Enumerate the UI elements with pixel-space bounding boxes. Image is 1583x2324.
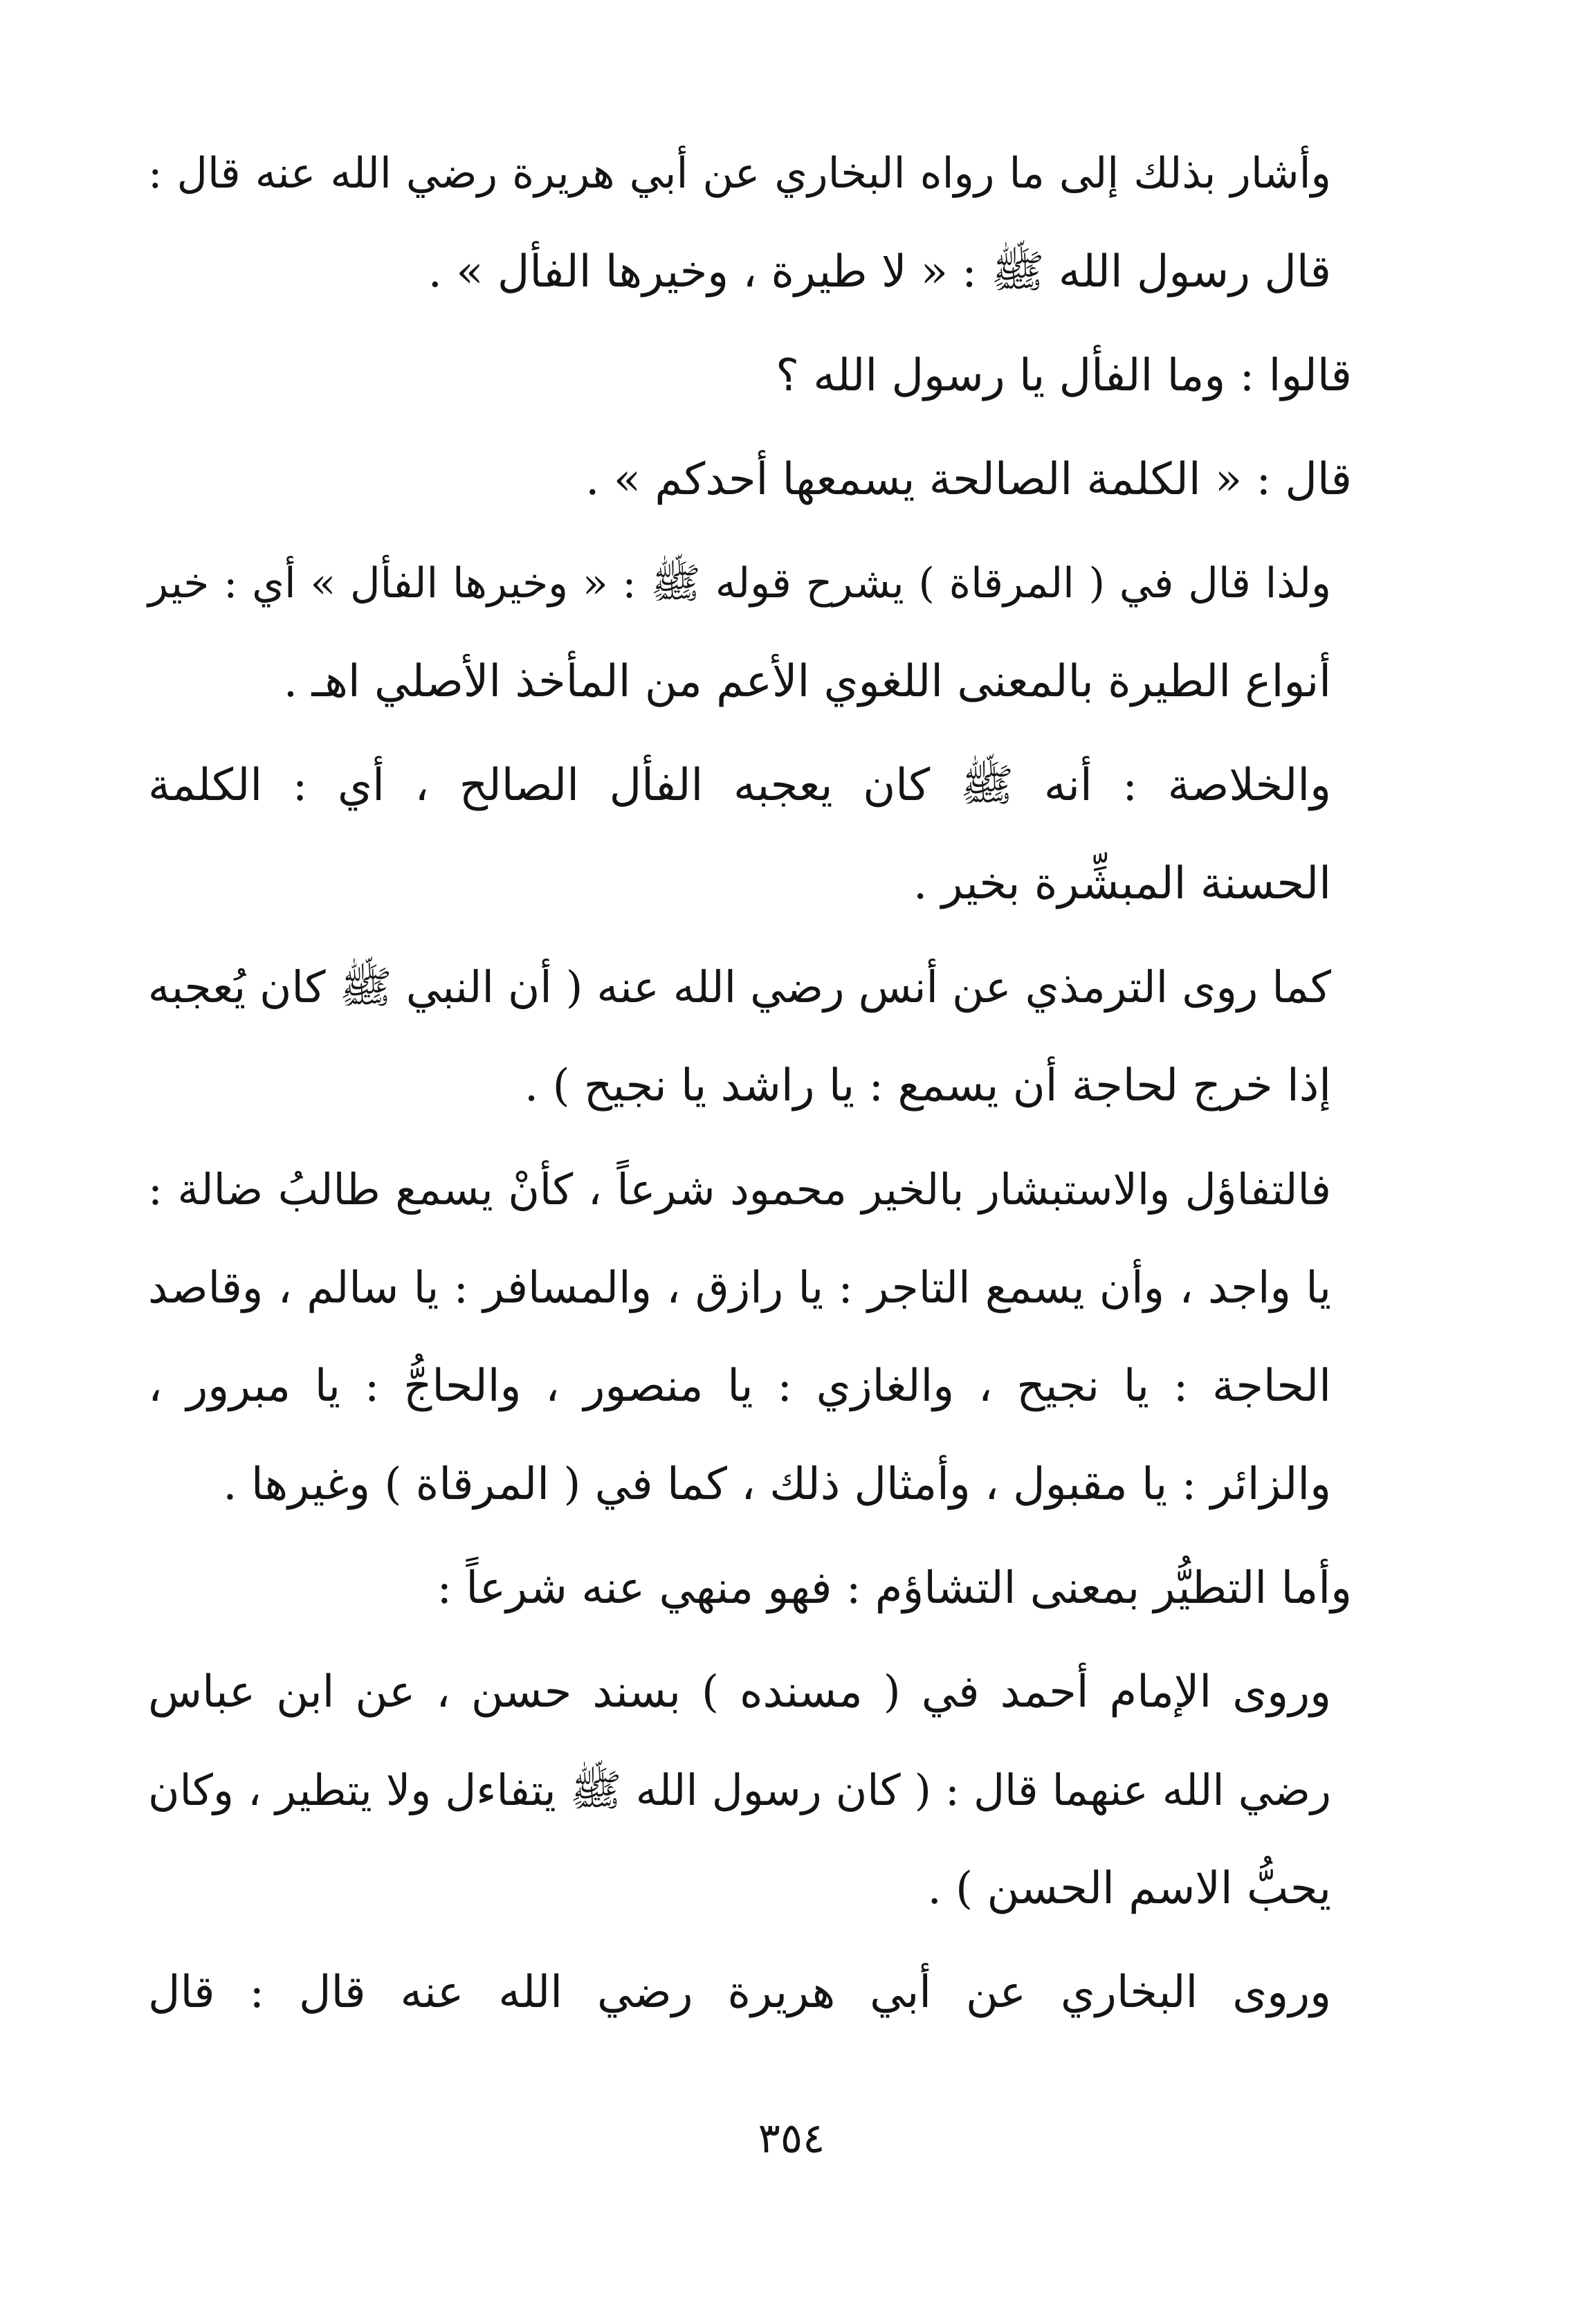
paragraph-tirmidhi	[148, 938, 1435, 1135]
text-line: ولذا قال في ( المرقاة ) يشرح قوله ﷺ : « وخيرها الفأل » أي : خير	[148, 559, 1331, 608]
text-line: وأشار بذلك إلى ما رواه البخاري عن أبي هريرة رضي الله عنه قال :	[148, 149, 1331, 198]
text-line: قالوا : وما الفأل يا رسول الله ؟	[776, 350, 1352, 401]
text-line: يا واجد ، وأن يسمع التاجر : يا رازق ، والمسافر : يا سالم ، وقاصد	[148, 1262, 1331, 1313]
page-number: ٣٥٤	[758, 2114, 825, 2163]
text-line: أنواع الطيرة بالمعنى اللغوي الأعم من المأخذ الأصلي اهـ .	[283, 656, 1331, 707]
paragraph-pessimism	[148, 1539, 1435, 1637]
text-line: والزائر : يا مقبول ، وأمثال ذلك ، كما في ( المرقاة ) وغيرها .	[223, 1459, 1331, 1510]
text-line: الحاجة : يا نجيح ، والغازي : يا منصور ، والحاجُّ : يا مبرور ،	[148, 1361, 1331, 1412]
text-line: الحسنة المبشِّرة بخير .	[913, 858, 1331, 909]
text-line: كما روى الترمذي عن أنس رضي الله عنه ( أن النبي ﷺ كان يُعجبه	[147, 962, 1331, 1013]
text-line: والخلاصة : أنه ﷺ كان يعجبه الفأل الصالح ، أي : الكلمة	[148, 760, 1332, 811]
text-line: يحبُّ الاسم الحسن ) .	[927, 1863, 1331, 1914]
text-line: وأما التطيُّر بمعنى التشاؤم : فهو منهي عنه شرعاً :	[437, 1563, 1352, 1614]
page-body-text	[148, 125, 1435, 2047]
paragraph-qala-answer	[148, 430, 1435, 529]
paragraph-mirqat-explanation	[148, 534, 1435, 731]
text-line: رضي الله عنهما قال : ( كان رسول الله ﷺ يتفاءل ولا يتطير ، وكان	[148, 1765, 1331, 1815]
text-line: قال : « الكلمة الصالحة يسمعها أحدكم » .	[585, 454, 1352, 505]
paragraph-bukhari-continuation	[148, 1943, 1435, 2042]
paragraph-summary	[148, 736, 1435, 933]
text-line: وروى الإمام أحمد في ( مسنده ) بسند حسن ، عن ابن عباس	[148, 1667, 1331, 1718]
text-line: فالتفاؤل والاستبشار بالخير محمود شرعاً ، كأنْ يسمع طالبُ ضالة :	[148, 1164, 1331, 1215]
text-line: إذا خرج لحاجة أن يسمع : يا راشد يا نجيح ) .	[524, 1060, 1331, 1111]
paragraph-optimism	[148, 1141, 1435, 1534]
text-line: قال رسول الله ﷺ : « لا طيرة ، وخيرها الفأل » .	[428, 246, 1331, 298]
paragraph-bukhari-tiyara	[148, 125, 1435, 321]
text-line: وروى البخاري عن أبي هريرة رضي الله عنه قال : قال	[148, 1967, 1331, 2018]
paragraph-qalu-question	[148, 327, 1435, 425]
paragraph-ahmad-musnad	[148, 1643, 1435, 1938]
